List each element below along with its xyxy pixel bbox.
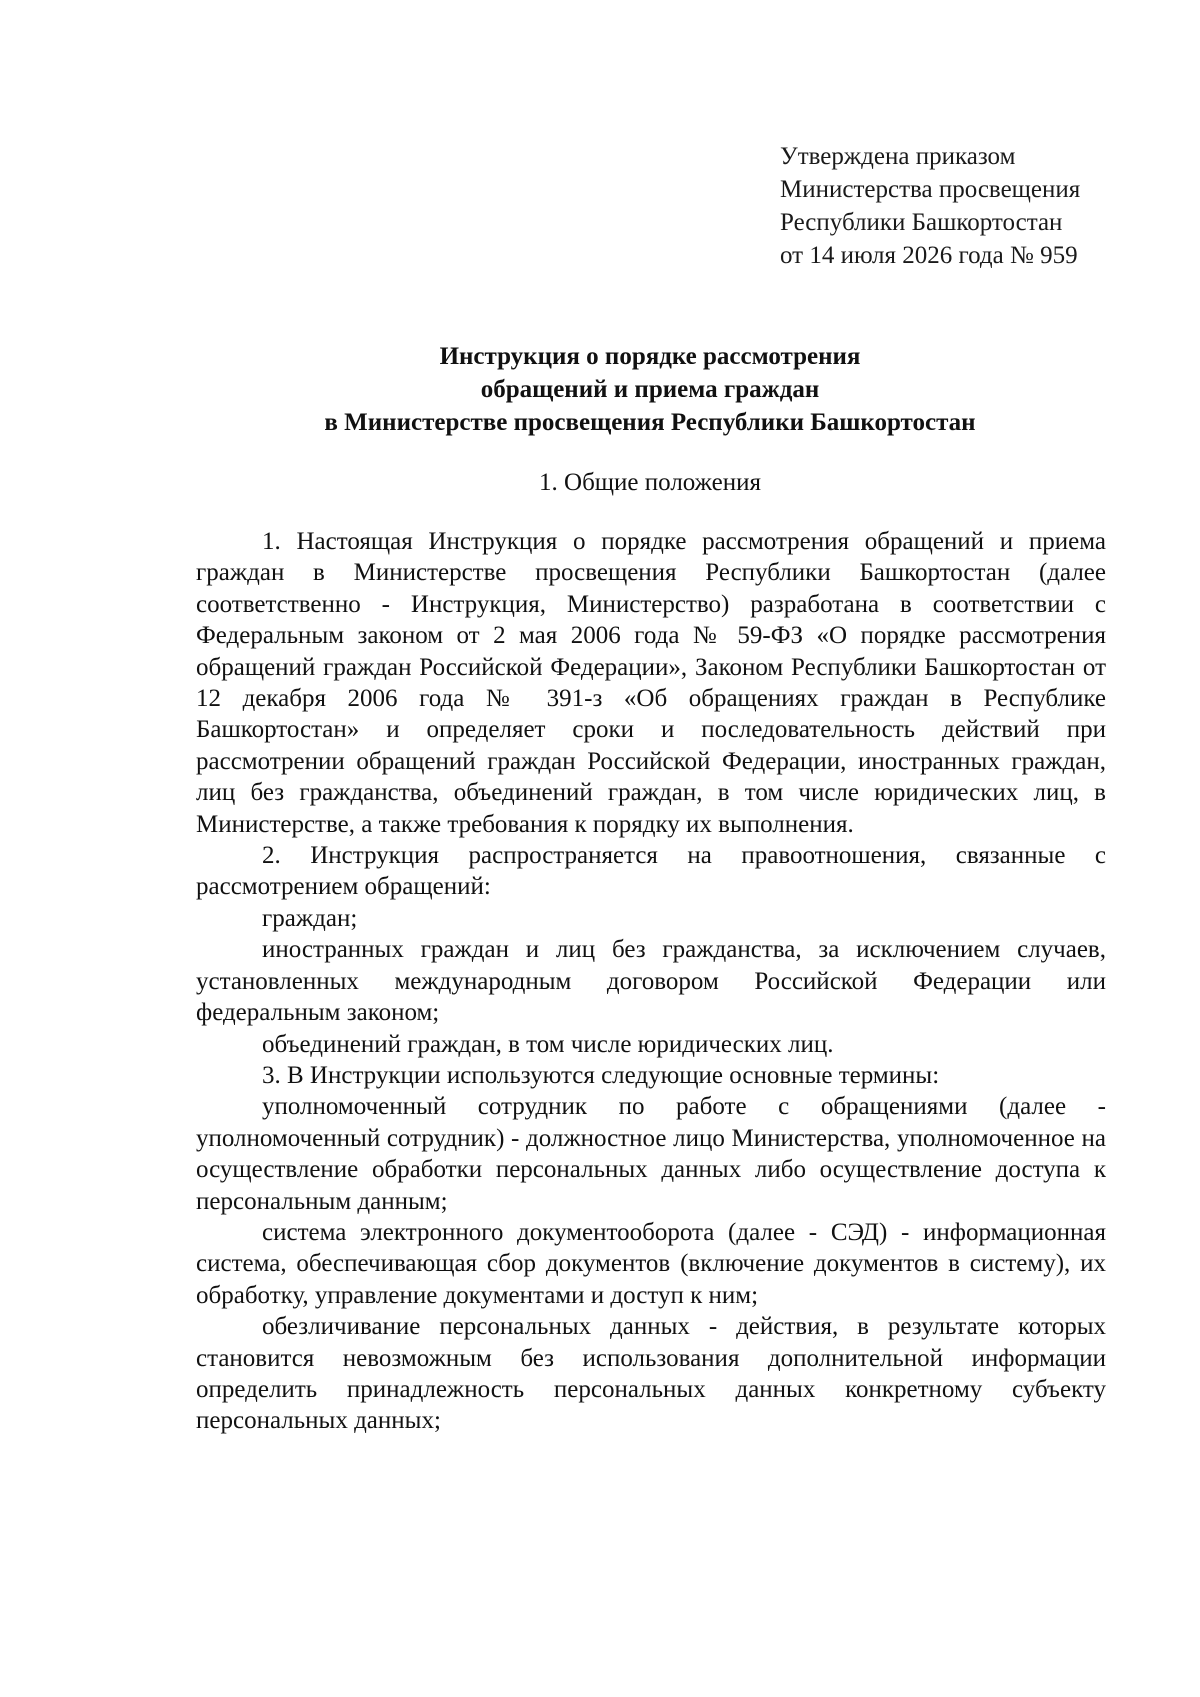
section-heading: 1. Общие положения [539, 469, 761, 496]
approval-stamp-block [780, 140, 1080, 272]
title-line: обращений и приема граждан [480, 376, 820, 403]
paragraph: обезличивание персональных данных - действия, в результате которых становится невозможным без использования дополнительной информации определить принадлежность персональных данных конкретному субъекту персональных данных; [196, 1313, 1106, 1435]
paragraph: 2. Инструкция распространяется на правоотношения, связанные с рассмотрением обращений: [196, 842, 1106, 901]
paragraph: уполномоченный сотрудник по работе с обращениями (далее - уполномоченный сотрудник) - должностное лицо Министерства, уполномоченное на осуществление обработки персональных данных либо осуществление доступа к персональным данным; [196, 1093, 1106, 1215]
document-body [196, 526, 1106, 1437]
paragraph: иностранных граждан и лиц без гражданства, за исключением случаев, установленных международным договором Российской Федерации или федеральным законом; [196, 936, 1106, 1027]
paragraph: 1. Настоящая Инструкция о порядке рассмотрения обращений и приема граждан в Министерстве просвещения Республики Башкортостан (далее соответственно - Инструкция, Министерство) разработана в соответствии с Федеральным законом от 2 мая 2006 года № 59-ФЗ «О порядке рассмотрения обращений граждан Российской Федерации», Законом Республики Башкортостан от 12 декабря 2006 года № 391-з «Об обращениях граждан в Республике Башкортостан» и определяет сроки и последовательность действий при рассмотрении обращений граждан Российской Федерации, иностранных граждан, лиц без гражданства, объединений граждан, в том числе юридических лиц, в Министерстве, а также требования к порядку их выполнения. [196, 528, 1106, 838]
paragraph: 3. В Инструкции используются следующие основные термины: [262, 1061, 940, 1089]
paragraph: система электронного документооборота (далее - СЭД) - информационная система, обеспечивающая сбор документов (включение документов в систему), их обработку, управление документами и доступ к ним; [196, 1218, 1106, 1309]
title-line: в Министерстве просвещения Республики Башкортостан [324, 409, 976, 436]
paragraph: граждан; [262, 904, 358, 932]
approval-line: Республики Башкортостан [780, 209, 1063, 236]
title-line: Инструкция о порядке рассмотрения [439, 343, 861, 370]
paragraph: объединений граждан, в том числе юридических лиц. [262, 1030, 834, 1058]
approval-date-line: от 14 июля 2026 года № 959 [780, 242, 1078, 269]
approval-line: Министерства просвещения [780, 176, 1081, 203]
approval-line: Утверждена приказом [780, 143, 1016, 170]
document-title [200, 340, 1100, 439]
